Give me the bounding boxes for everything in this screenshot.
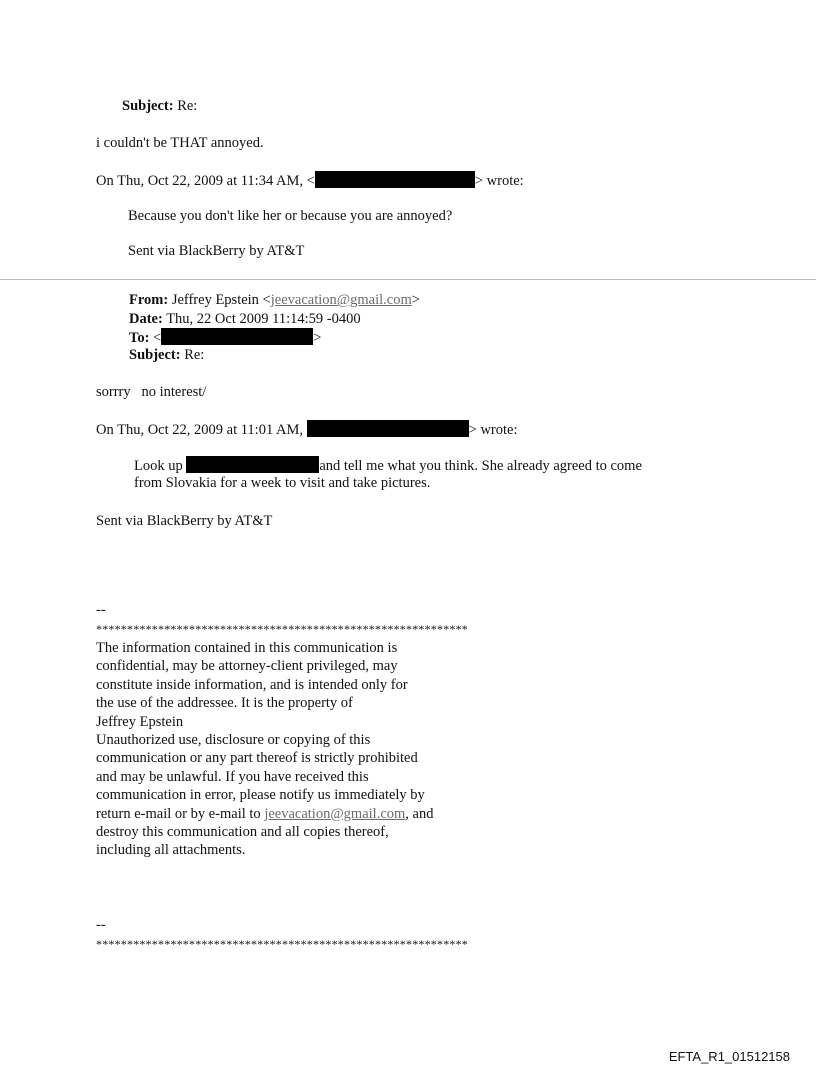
attribution-lt: < [306,173,315,189]
subject-value: Re: [184,347,205,363]
date-line [129,310,361,328]
disclaimer-line: communication in error, please notify us immediately by [96,787,425,804]
attribution-line-2 [96,420,518,439]
reply-body-1: i couldn't be THAT annoyed. [96,135,264,151]
from-line [129,291,420,309]
disclaimer-email-link[interactable]: jeevacation@gmail.com [264,805,406,822]
attribution-prefix: On Thu, Oct 22, 2009 at 11:01 AM, [96,422,304,438]
subject-label: Subject: [122,98,174,114]
subject-line-1 [122,97,197,115]
separator-stars: ************************************************************ [96,622,468,636]
disclaimer-line [96,805,433,823]
quoted-text-2-line-2: from Slovakia for a week to visit and take pictures. [134,475,431,491]
from-email-link[interactable]: jeevacation@gmail.com [270,292,412,308]
disclaimer-line: destroy this communication and all copies thereof, [96,824,389,841]
quoted-signature-1: Sent via BlackBerry by AT&T [128,243,305,259]
disclaimer-text [96,639,433,860]
to-gt: > [313,330,322,346]
attribution-prefix: On Thu, Oct 22, 2009 at 11:34 AM, [96,173,304,189]
signature-2: Sent via BlackBerry by AT&T [96,513,273,529]
to-label: To: [129,330,150,346]
subject-line-2 [129,346,204,364]
attribution-line-1 [96,171,524,190]
quoted-text-1: Because you don't like her or because you are annoyed? [128,208,453,224]
disclaimer-line: including all attachments. [96,842,246,859]
look-up-text: Look up [134,458,183,474]
disclaimer-line: The information contained in this communication is [96,640,398,656]
to-lt: < [153,330,162,346]
separator-stars-end: ************************************************************ [96,937,468,951]
disclaimer-line: Unauthorized use, disclosure or copying of this [96,732,371,749]
separator-dashes: -- [96,602,106,618]
to-line [129,328,321,347]
from-label: From: [129,292,169,308]
from-name: Jeffrey Epstein < [171,292,271,308]
disclaimer-line: and may be unlawful. If you have received this [96,768,369,785]
from-close: > [411,292,420,308]
quoted-text-2-line-1 [134,456,642,475]
quoted-text-rest: and tell me what you think. She already agreed to come [319,458,642,474]
message-divider [0,279,816,280]
disclaimer-line: the use of the addressee. It is the property of [96,695,353,712]
disclaimer-line: constitute inside information, and is intended only for [96,676,408,693]
subject-label: Subject: [129,347,181,363]
document-id: EFTA_R1_01512158 [668,1049,790,1064]
return-suffix: , and [405,805,434,822]
redaction-block [161,328,313,345]
disclaimer-line: communication or any part thereof is strictly prohibited [96,750,418,767]
date-value: Thu, 22 Oct 2009 11:14:59 -0400 [166,311,361,327]
redaction-block [307,420,469,437]
separator-dashes-end: -- [96,917,106,933]
attribution-suffix: > wrote: [468,422,518,438]
redaction-block [315,171,475,188]
disclaimer-line: Jeffrey Epstein [96,713,184,730]
attribution-suffix: > wrote: [474,173,524,189]
subject-value: Re: [177,98,198,114]
reply-body-2: sorrry no interest/ [96,384,207,400]
disclaimer-line: confidential, may be attorney-client privileged, may [96,658,398,675]
redaction-block [186,456,319,473]
date-label: Date: [129,311,163,327]
return-prefix: return e-mail or by e-mail to [96,805,265,822]
